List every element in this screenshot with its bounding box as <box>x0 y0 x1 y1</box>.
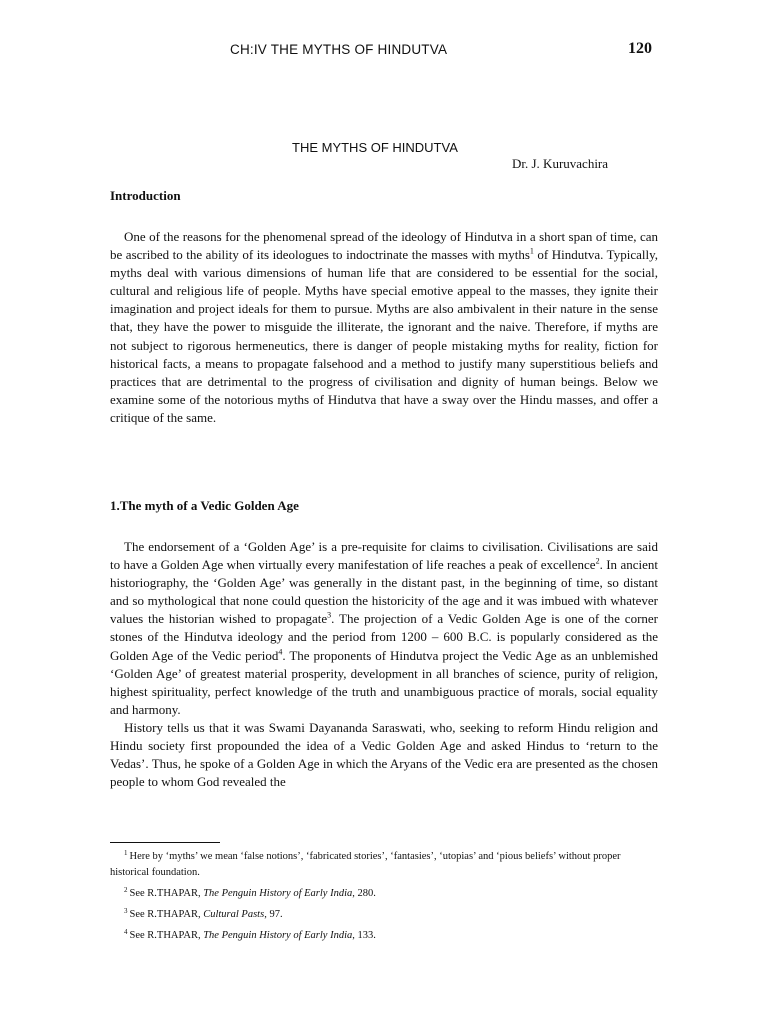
introduction-body <box>110 228 658 427</box>
paragraph-text: The endorsement of a ‘Golden Age’ is a pre-requisite for claims to civilisation. Civilisations are said to have a Golden Age when virtually every manifestation of life reaches a peak of excellence <box>110 539 658 573</box>
footnote-text: See R.THAPAR, <box>129 888 204 899</box>
footnote-work-title: The Penguin History of Early India <box>203 930 353 941</box>
paragraph-text: of Hindutva. Typically, myths deal with various dimensions of human life that are considered to be essential for the social, cultural and religious life of people. Myths have special emotive appeal to the masses, they ignite their imagination and project ideals for them to pursue. Myths are also ambivalent in their nature in the sense that, they have the power to misguide the illiterate, the ignorant and the naive. Therefore, if myths are not subject to rigorous hermeneutics, there is danger of people mistaking myths for reality, fiction for historical facts, a means to propagate falsehood and a method to justify many superstitious beliefs and practices that are detrimental to the progress of civilisation and dignity of human beings. Below we examine some of the notorious myths of Hindutva that have a sway over the Hindu masses, and offer a critique of the same. <box>110 247 658 425</box>
vedic-golden-age-body <box>110 538 658 791</box>
footnote-number: 1 <box>124 848 128 857</box>
paragraph-text: One of the reasons for the phenomenal spread of the ideology of Hindutva in a short span of time, can be ascribed to the ability of its ideologues to indoctrinate the masses with myths <box>110 229 658 263</box>
document-author: Dr. J. Kuruvachira <box>512 156 609 171</box>
footnote-number: 3 <box>124 906 128 915</box>
document-title: THE MYTHS OF HINDUTVA <box>292 140 458 155</box>
footnote-number: 4 <box>124 927 128 936</box>
paragraph <box>110 538 658 719</box>
footnote-ref[interactable]: 4 <box>278 647 283 657</box>
footnote-ref[interactable]: 2 <box>595 556 600 566</box>
footnote-text: See R.THAPAR, <box>129 909 204 920</box>
footnote <box>110 907 658 923</box>
footnote-text: , 133. <box>352 930 376 941</box>
paragraph-text: . The projection of a Vedic Golden Age is one of the corner stones of the Hindutva ideology and the period from 1200 – 600 B.C. is popularly considered as the Golden Age of the Vedic period <box>110 611 658 663</box>
footnote <box>110 928 658 944</box>
section-heading-vedic-golden-age: 1.The myth of a Vedic Golden Age <box>110 498 299 513</box>
footnote-text: See R.THAPAR, <box>129 930 204 941</box>
section-heading-introduction: Introduction <box>110 188 181 203</box>
footnote-ref[interactable]: 1 <box>529 246 534 256</box>
page-number: 120 <box>628 40 652 57</box>
running-header-title: CH:IV THE MYTHS OF HINDUTVA <box>230 42 448 57</box>
footnote-text: , 280. <box>352 888 376 899</box>
footnote-number: 2 <box>124 885 128 894</box>
paragraph <box>110 228 658 427</box>
paragraph: History tells us that it was Swami Dayananda Saraswati, who, seeking to reform Hindu religion and Hindu society first propounded the idea of a Vedic Golden Age and asked Hindus to ‘return to the Vedas’. Thus, he spoke of a Golden Age in which the Aryans of the Vedic era are presented as the chosen people to whom God revealed the <box>110 719 658 790</box>
footnote-ref[interactable]: 3 <box>327 611 332 621</box>
paragraph-text: . The proponents of Hindutva project the Vedic Age as an unblemished ‘Golden Age’ of greatest material prosperity, development in all branches of science, purity of religion, highest spirituality, perfect knowledge of the truth and unambiguous practice of morals, social equality and harmony. <box>110 647 658 717</box>
footnote <box>110 849 658 881</box>
footnote-divider <box>110 842 220 843</box>
footnote-text: Here by ‘myths’ we mean ‘false notions’, ‘fabricated stories’, ‘fantasies’, ‘utopias’ and ‘pious beliefs’ without proper historical foundation. <box>110 851 621 878</box>
footnote-text: , 97. <box>264 909 283 920</box>
paragraph-text: . In ancient historiography, the ‘Golden Age’ was generally in the distant past, in the beginning of time, so distant and so mythological that none could question the historicity of the age and it was imbued with whatever values the historian wished to propagate <box>110 557 658 627</box>
footnotes <box>110 849 658 949</box>
footnote <box>110 886 658 902</box>
footnote-work-title: The Penguin History of Early India <box>203 888 353 899</box>
footnote-work-title: Cultural Pasts <box>203 909 265 920</box>
